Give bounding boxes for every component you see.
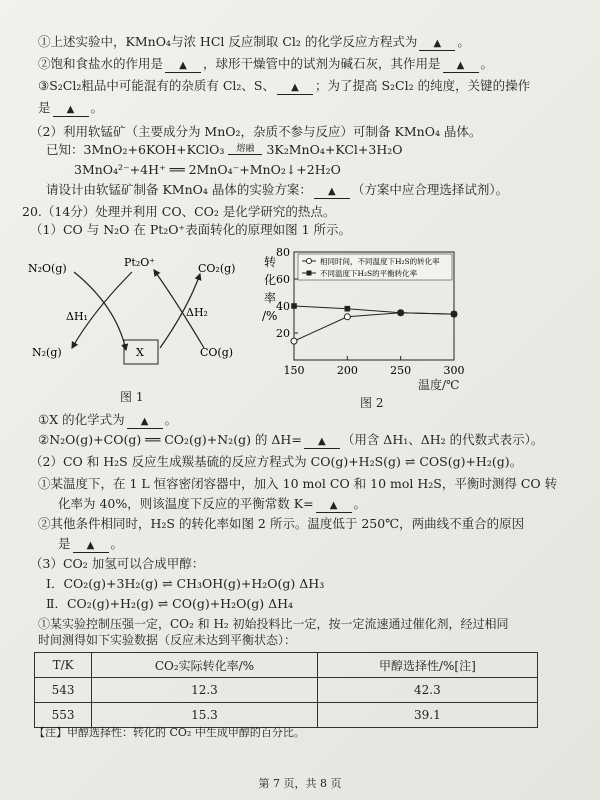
- x-tick-label: 150: [283, 364, 305, 377]
- q-line-8: 请设计由软锰矿制备 KMnO₄ 晶体的实验方案： ▲ （方案中应合理选择试剂）。: [46, 182, 509, 197]
- reaction-2: Ⅱ．CO₂(g)+H₂(g) ⇌ CO(g)+H₂O(g) ΔH₄: [46, 596, 294, 611]
- q20-1-1: ①X 的化学式为 ▲ 。: [38, 412, 178, 427]
- q20-part3: （3）CO₂ 加氢可以合成甲醇：: [30, 556, 205, 571]
- table-header: T/K: [35, 653, 92, 678]
- table-header: CO₂实际转化率/%: [92, 653, 318, 678]
- page-footer: 第 7 页，共 8 页: [258, 777, 342, 790]
- table-header-row: [35, 653, 538, 678]
- x-tick-label: 300: [443, 364, 465, 377]
- legend-entry-2: 不同温度下H₂S的平衡转化率: [320, 269, 418, 278]
- y-tick-label: 40: [276, 300, 290, 313]
- series-1-point: [291, 338, 297, 344]
- table-cell: 39.1: [317, 703, 537, 728]
- q20-2-1b: 化率为 40%，则该温度下反应的平衡常数 K= ▲ 。: [58, 496, 367, 511]
- q-line-7: 3MnO₄²⁻+4H⁺ ══ 2MnO₄⁻+MnO₂↓+2H₂O: [74, 162, 341, 177]
- q20-1-2: ②N₂O(g)+CO(g) ══ CO₂(g)+N₂(g) 的 ΔH= ▲ （用含 ΔH₁、ΔH₂ 的代数式表示）。: [38, 432, 544, 447]
- table-cell: 543: [35, 678, 92, 703]
- series-2-point: [398, 310, 404, 316]
- table-note: 【注】甲醇选择性：转化的 CO₂ 中生成甲醇的百分比。: [34, 726, 305, 739]
- table-header: 甲醇选择性/%[注]: [317, 653, 537, 678]
- q-line-4: 是 ▲ 。: [38, 100, 104, 115]
- figure-1-diagram: [28, 248, 248, 378]
- series-line-2: [294, 306, 454, 314]
- q20-2-1a: ①某温度下，在 1 L 恒容密闭容器中，加入 10 mol CO 和 10 mol H₂S，平衡时测得 CO 转: [38, 476, 558, 491]
- table-cell: 15.3: [92, 703, 318, 728]
- y-tick-label: 80: [276, 246, 290, 259]
- y-tick-label: 20: [276, 327, 290, 340]
- q-line-2: ②饱和食盐水的作用是 ▲ ，球形干燥管中的试剂为碱石灰，其作用是 ▲ 。: [38, 56, 494, 71]
- pt2o-label: Pt₂O⁺: [124, 256, 156, 269]
- x-tick-label: 200: [336, 364, 358, 377]
- figure-2-chart: [258, 240, 478, 390]
- q20-title: 20.（14分）处理并利用 CO、CO₂ 是化学研究的热点。: [22, 204, 336, 219]
- data-table: [34, 652, 538, 728]
- figure-1-caption: 图 1: [120, 390, 144, 404]
- series-2-point: [345, 306, 351, 312]
- ylabel-char: 率: [264, 291, 277, 305]
- q-line-1: ①上述实验中，KMnO₄与浓 HCl 反应制取 Cl₂ 的化学反应方程式为 ▲ 。: [38, 34, 470, 49]
- n2o-label: N₂O(g): [28, 262, 67, 275]
- series-1-point: [344, 314, 350, 320]
- q20-2-2a: ②其他条件相同时，H₂S 的转化率如图 2 所示。温度低于 250℃，两曲线不重合的原因: [38, 516, 525, 531]
- series-2-point: [451, 311, 457, 317]
- x-axis-label: 温度/℃: [418, 378, 460, 392]
- q-line-3: ③S₂Cl₂粗品中可能混有的杂质有 Cl₂、S、 ▲ ；为了提高 S₂Cl₂ 的纯度，关键的操作: [38, 78, 531, 93]
- dh1-label: ΔH₁: [66, 310, 88, 323]
- ylabel-char: /%: [262, 309, 278, 323]
- q20-2-2b: 是 ▲ 。: [58, 536, 124, 551]
- q-line-6: 已知：3MnO₂+6KOH+KClO₃ 熔融 3K₂MnO₄+KCl+3H₂O: [46, 142, 403, 157]
- legend: [298, 254, 452, 280]
- legend-entry-1: 相同时间，不同温度下H₂S的转化率: [320, 257, 440, 266]
- y-tick-label: 60: [276, 273, 290, 286]
- legend-marker-open-circle: [306, 258, 311, 263]
- table-cell: 12.3: [92, 678, 318, 703]
- figure-2-caption: 图 2: [360, 396, 384, 410]
- co2-label: CO₂(g): [198, 262, 236, 275]
- q20-part2: （2）CO 和 H₂S 反应生成羰基硫的反应方程式为 CO(g)+H₂S(g) ⇌ COS(g)+H₂(g)。: [30, 454, 523, 469]
- x-label: X: [136, 346, 144, 359]
- q20-3-1b: 时间测得如下实验数据（反应未达到平衡状态）：: [38, 633, 297, 647]
- ylabel-char: 化: [264, 273, 277, 287]
- q-line-5: （2）利用软锰矿（主要成分为 MnO₂，杂质不参与反应）可制备 KMnO₄ 晶体。: [30, 124, 482, 139]
- q20-3-1a: ①某实验控制压强一定，CO₂ 和 H₂ 初始投料比一定，按一定流速通过催化剂，经过相同: [38, 617, 509, 631]
- x-tick-label: 250: [390, 364, 412, 377]
- legend-marker-filled-square: [307, 271, 312, 276]
- q20-part1: （1）CO 与 N₂O 在 Pt₂O⁺表面转化的原理如图 1 所示。: [30, 222, 352, 237]
- table-cell: 553: [35, 703, 92, 728]
- ylabel-char: 转: [264, 255, 277, 269]
- n2-label: N₂(g): [32, 346, 62, 359]
- table-row: [35, 678, 538, 703]
- series-2-point: [291, 303, 297, 309]
- table-cell: 42.3: [317, 678, 537, 703]
- dh2-label: ΔH₂: [186, 306, 208, 319]
- reaction-1: Ⅰ．CO₂(g)+3H₂(g) ⇌ CH₃OH(g)+H₂O(g) ΔH₃: [46, 576, 325, 591]
- co-label: CO(g): [200, 346, 234, 359]
- series-line-1: [294, 313, 454, 341]
